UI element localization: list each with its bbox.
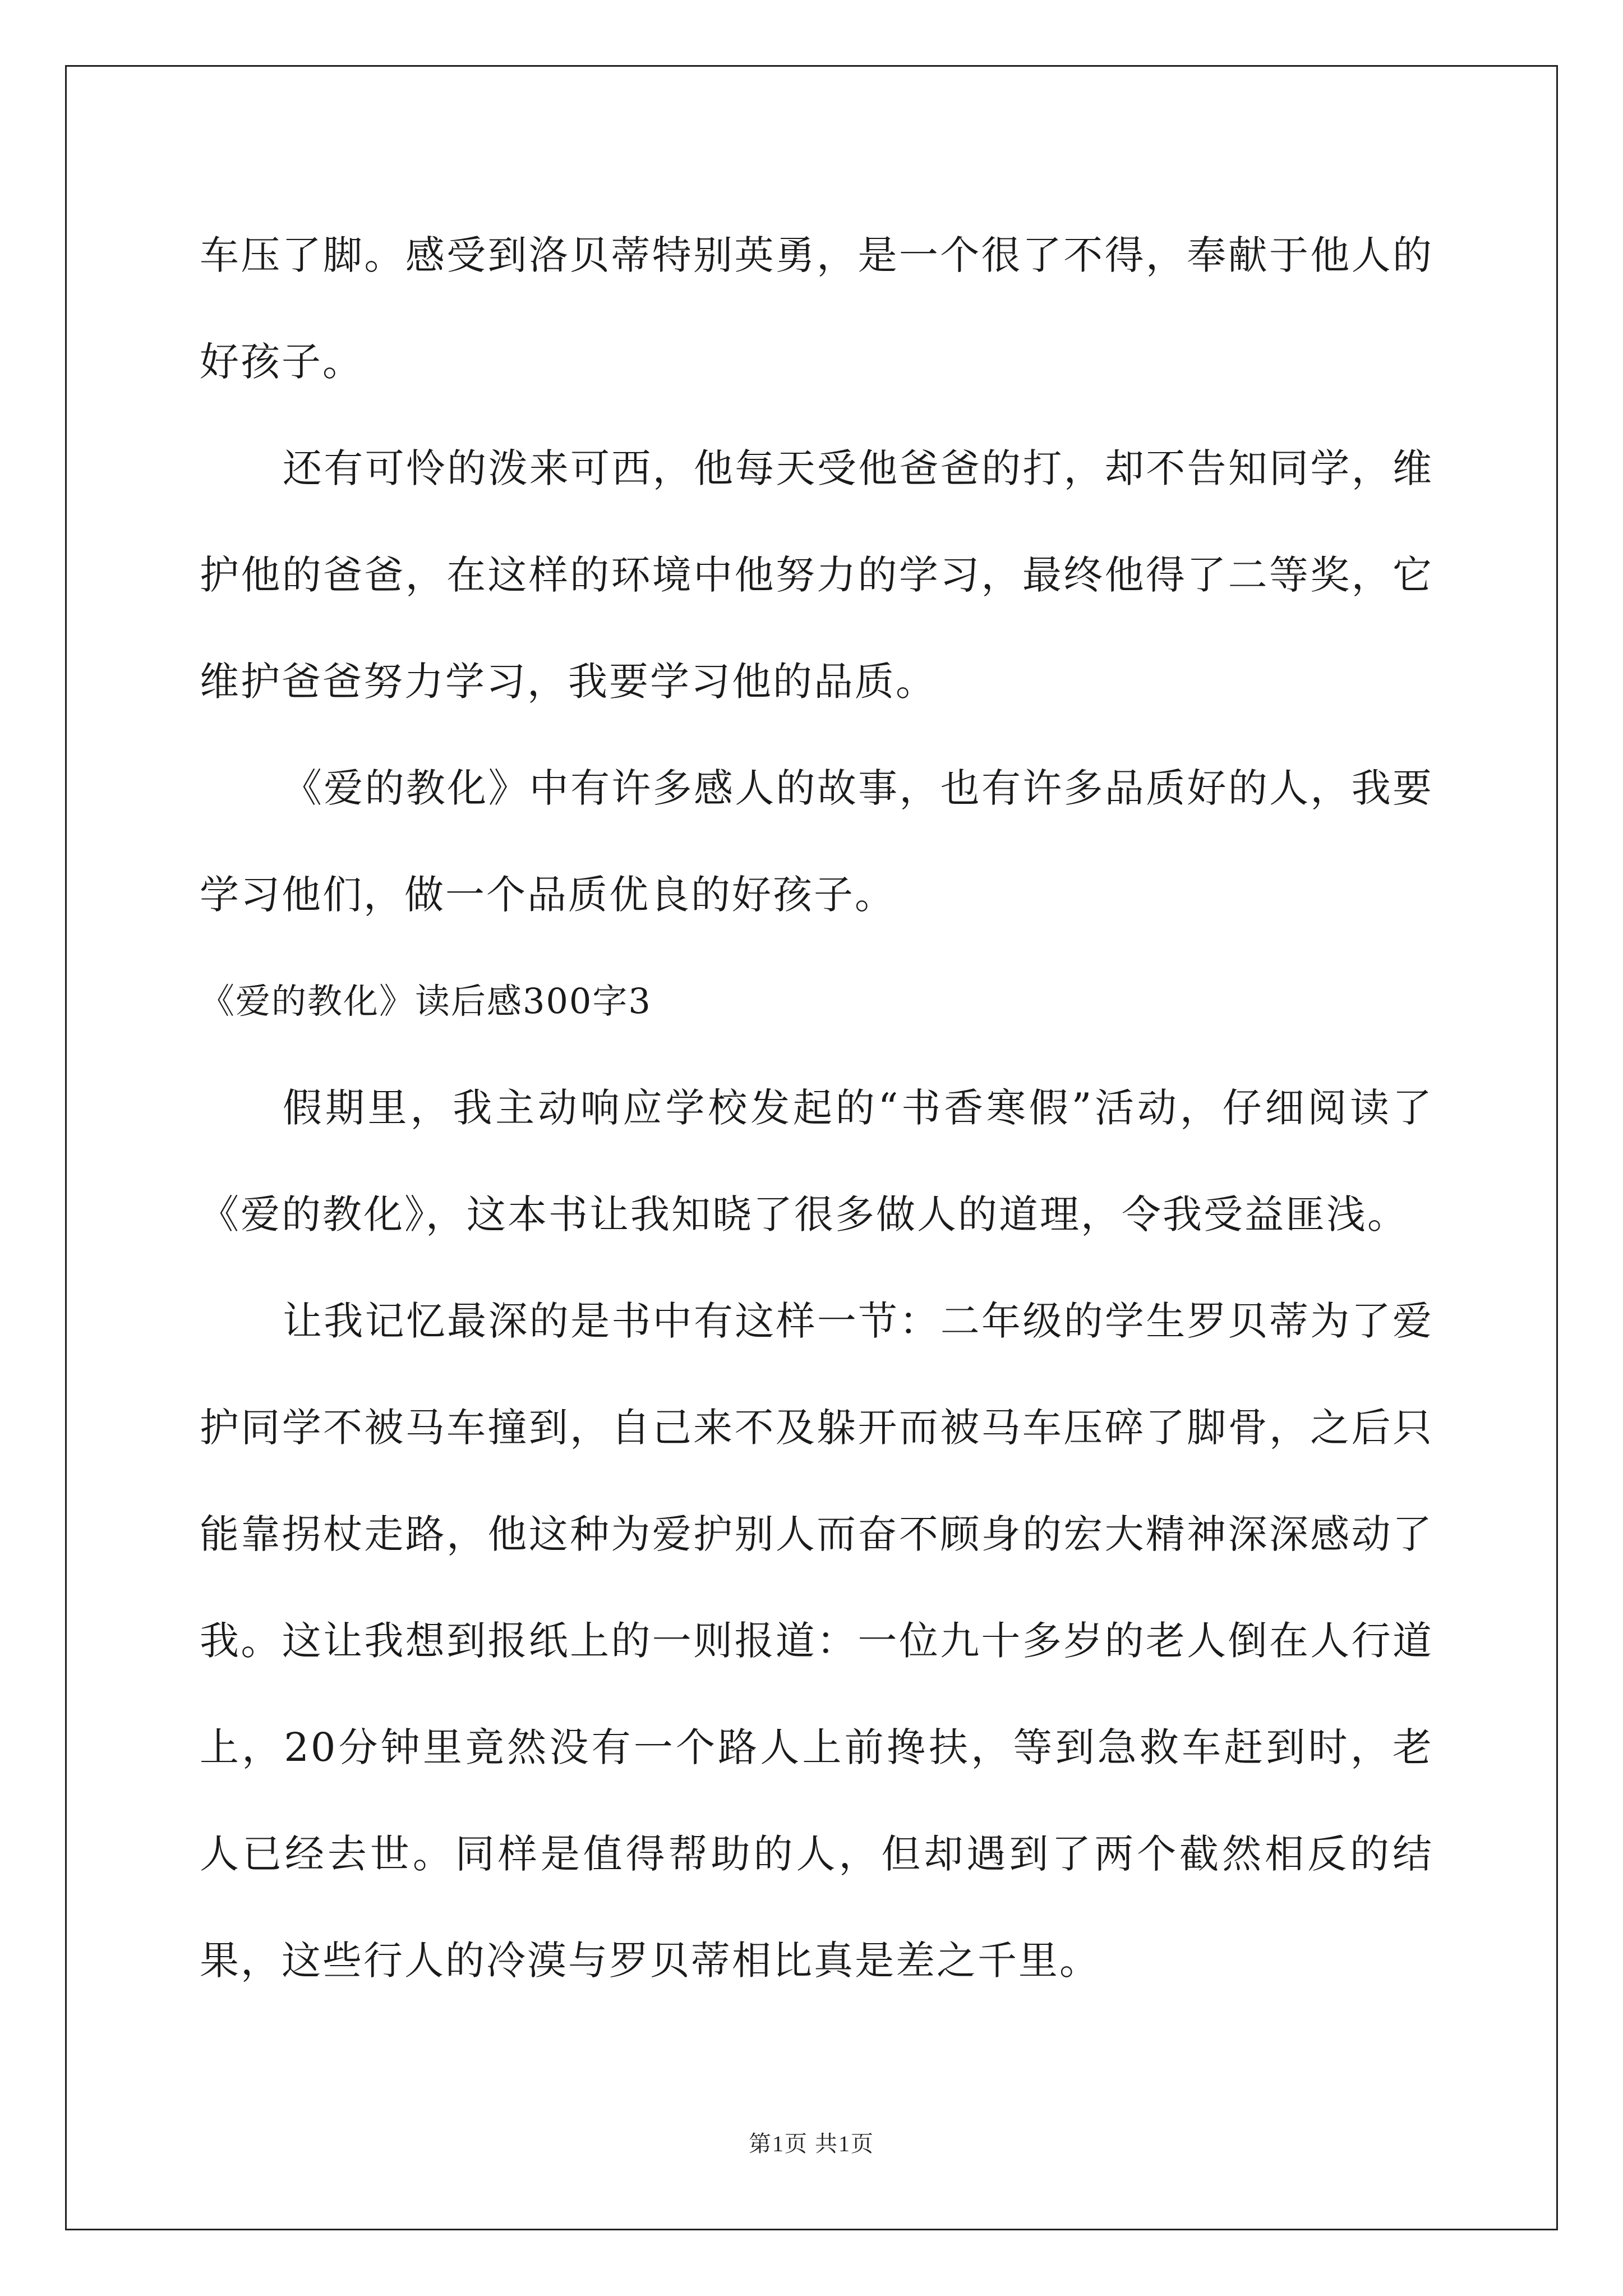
paragraph-3: 《爱的教化》中有许多感人的故事，也有许多品质好的人，我要学习他们，做一个品质优良的好孩子。 xyxy=(200,765,1433,918)
paragraph-2: 还有可怜的泼来可西，他每天受他爸爸的打，却不告知同学，维护他的爸爸，在这样的环境中他努力的学习，最终他得了二等奖，它维护爸爸努力学习，我要学习他的品质。 xyxy=(200,445,1433,705)
document-body xyxy=(200,202,1433,2014)
section-paragraph-2: 让我记忆最深的是书中有这样一节：二年级的学生罗贝蒂为了爱护同学不被马车撞到，自己来不及躲开而被马车压碎了脚骨，之后只能靠拐杖走路，他这种为爱护别人而奋不顾身的宏大精神深深感动了我。这让我想到报纸上的一则报道：一位九十多岁的老人倒在人行道上，20分钟里竟然没有一个路人上前搀扶，等到急救车赶到时，老人已经去世。同样是值得帮助的人，但却遇到了两个截然相反的结果，这些行人的冷漠与罗贝蒂相比真是差之千里。 xyxy=(200,1298,1433,1984)
paragraph-1: 车压了脚。感受到洛贝蒂特别英勇，是一个很了不得，奉献于他人的好孩子。 xyxy=(200,232,1433,385)
section-paragraph-1: 假期里，我主动响应学校发起的“书香寒假”活动，仔细阅读了《爱的教化》，这本书让我知晓了很多做人的道理，令我受益匪浅。 xyxy=(200,1085,1433,1237)
page-footer: 第1页 共1页 xyxy=(749,2131,874,2156)
section-heading: 《爱的教化》读后感300字3 xyxy=(200,981,652,1022)
